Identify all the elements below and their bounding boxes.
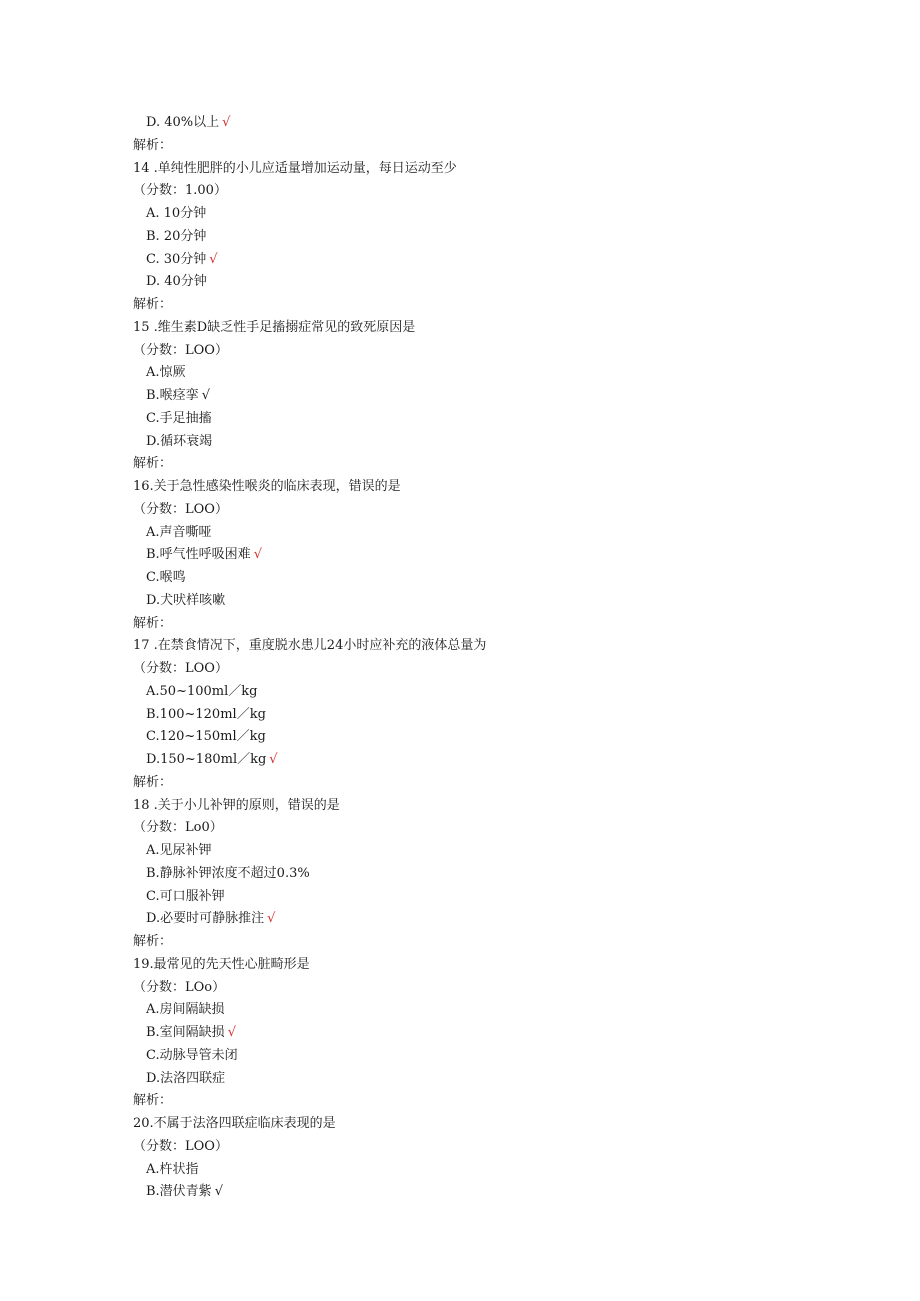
check-mark-icon: √	[269, 752, 278, 767]
line-text: B.呼气性呼吸困难	[146, 547, 251, 563]
question-stem	[133, 795, 833, 818]
line-text: D.必要时可静脉推注	[146, 911, 265, 927]
line-text: （分数：1.00）	[133, 183, 227, 199]
line-text: （分数：LOO）	[133, 501, 228, 517]
line-text: 解析：	[133, 297, 173, 312]
line-text: 15 .维生素D缺乏性手足搐搦症常见的致死原因是	[133, 319, 416, 335]
answer-option	[133, 704, 833, 727]
line-text: B. 20分钟	[146, 228, 207, 244]
line-text: A.见尿补钾	[146, 843, 212, 858]
analysis-label	[133, 772, 833, 795]
line-text: 解析：	[133, 1093, 173, 1109]
line-text: C.120~150ml／kg	[146, 729, 266, 745]
question-stem	[133, 158, 833, 181]
answer-option	[133, 203, 833, 226]
question-stem	[133, 1113, 833, 1136]
answer-option	[133, 544, 833, 567]
line-text: 16.关于急性感染性喉炎的临床表现，错误的是	[133, 479, 401, 494]
line-text: C.喉鸣	[146, 570, 186, 585]
analysis-label	[133, 931, 833, 954]
answer-option	[133, 522, 833, 545]
line-text: B.潜伏青紫	[146, 1184, 212, 1200]
line-text: B.静脉补钾浓度不超过0.3%	[146, 865, 310, 881]
line-text: 20.不属于法洛四联症临床表现的是	[133, 1116, 336, 1131]
check-mark-icon: √	[253, 547, 262, 563]
line-text: A. 10分钟	[146, 206, 207, 221]
answer-option	[133, 1181, 833, 1204]
check-mark-icon: √	[267, 911, 276, 927]
question-stem	[133, 476, 833, 499]
check-mark-icon: √	[201, 388, 210, 403]
answer-option	[133, 1159, 833, 1182]
line-text: 17 .在禁食情况下，重度脱水患儿24小时应补充的液体总量为	[133, 638, 487, 654]
check-mark-icon: √	[214, 1184, 223, 1200]
answer-option	[133, 590, 833, 613]
check-mark-icon: √	[209, 251, 218, 267]
score-line	[133, 658, 833, 681]
line-text: D.法洛四联症	[146, 1070, 226, 1086]
line-text: A.50~100ml／kg	[146, 683, 258, 699]
line-text: （分数：LOO）	[133, 661, 228, 676]
answer-option	[133, 840, 833, 863]
analysis-label	[133, 453, 833, 476]
question-stem	[133, 635, 833, 658]
check-mark-icon: √	[227, 1025, 236, 1040]
line-text: A.声音嘶哑	[146, 524, 212, 540]
line-text: （分数：LOO）	[133, 1138, 228, 1154]
answer-option	[133, 271, 833, 294]
line-text: （分数：Lo0）	[133, 820, 223, 836]
answer-option	[133, 567, 833, 590]
line-text: B.100~120ml／kg	[146, 706, 266, 722]
line-text: C.可口服补钾	[146, 888, 225, 904]
check-mark-icon: √	[222, 115, 231, 130]
score-line	[133, 180, 833, 203]
line-text: 解析：	[133, 456, 173, 472]
line-text: D. 40分钟	[146, 274, 207, 290]
line-text: D. 40%以上	[146, 115, 220, 130]
line-text: D.犬吠样咳嗽	[146, 592, 226, 608]
line-text: C. 30分钟	[146, 251, 207, 267]
score-line	[133, 499, 833, 522]
answer-option	[133, 1022, 833, 1045]
line-text: B.喉痉挛	[146, 388, 199, 403]
line-text: A.杵状指	[146, 1161, 199, 1177]
line-text: B.室间隔缺损	[146, 1025, 225, 1040]
answer-option	[133, 431, 833, 454]
answer-option	[133, 908, 833, 931]
line-text: 解析：	[133, 774, 173, 790]
answer-option	[133, 886, 833, 909]
answer-option	[133, 362, 833, 385]
answer-option	[133, 726, 833, 749]
analysis-label	[133, 135, 833, 158]
answer-option	[133, 112, 833, 135]
line-text: C.动脉导管未闭	[146, 1047, 238, 1063]
line-text: A.房间隔缺损	[146, 1002, 225, 1018]
line-text: （分数：LOO）	[133, 342, 228, 358]
answer-option	[133, 1045, 833, 1068]
score-line	[133, 817, 833, 840]
line-text: D.循环衰竭	[146, 433, 213, 449]
question-stem	[133, 317, 833, 340]
answer-option	[133, 863, 833, 886]
answer-option	[133, 681, 833, 704]
line-text: C.手足抽搐	[146, 410, 212, 426]
line-text: 19.最常见的先天性心脏畸形是	[133, 956, 310, 972]
line-text: 解析：	[133, 137, 173, 153]
line-text: 解析：	[133, 934, 173, 949]
answer-option	[133, 226, 833, 249]
analysis-label	[133, 1090, 833, 1113]
answer-option	[133, 408, 833, 431]
exam-document	[133, 112, 833, 1204]
score-line	[133, 340, 833, 363]
answer-option	[133, 999, 833, 1022]
line-text: （分数：LOo）	[133, 979, 226, 995]
answer-option	[133, 1068, 833, 1091]
score-line	[133, 977, 833, 1000]
line-text: 14 .单纯性肥胖的小儿应适量增加运动量，每日运动至少	[133, 160, 457, 176]
answer-option	[133, 385, 833, 408]
analysis-label	[133, 294, 833, 317]
question-stem	[133, 954, 833, 977]
line-text: 解析：	[133, 615, 173, 631]
answer-option	[133, 249, 833, 272]
line-text: A.惊厥	[146, 365, 186, 381]
score-line	[133, 1136, 833, 1159]
analysis-label	[133, 613, 833, 636]
answer-option	[133, 749, 833, 772]
line-text: 18 .关于小儿补钾的原则，错误的是	[133, 797, 340, 813]
line-text: D.150~180ml／kg	[146, 752, 267, 767]
